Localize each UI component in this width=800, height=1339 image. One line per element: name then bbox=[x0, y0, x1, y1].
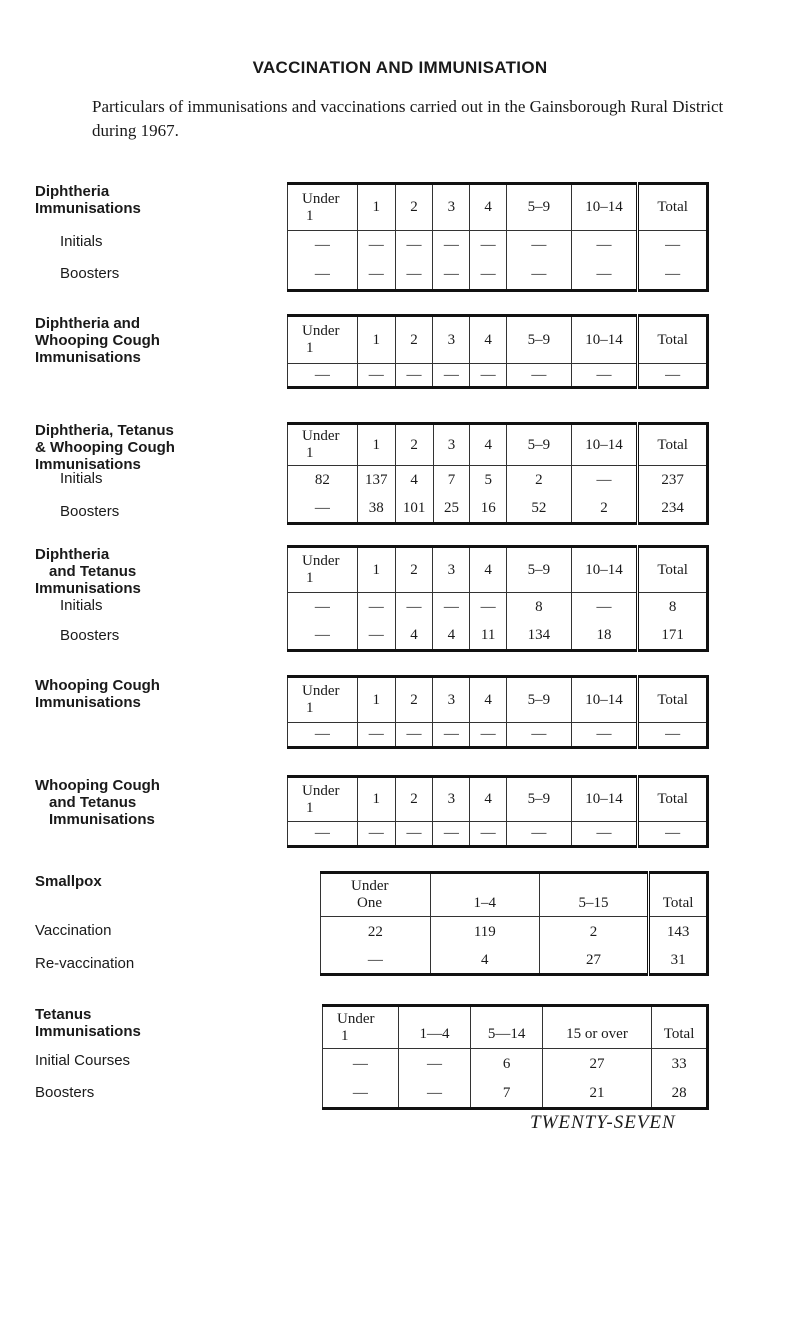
cell: — bbox=[398, 1081, 471, 1109]
intro-paragraph: Particulars of immunisations and vaccinations carried out in the Gainsborough Rural District during 1967. bbox=[92, 97, 724, 140]
cell-total: 31 bbox=[649, 949, 708, 975]
header-age: 10–14 bbox=[571, 777, 638, 822]
cell: — bbox=[571, 822, 638, 847]
whooping-table bbox=[287, 675, 709, 749]
cell: 22 bbox=[321, 917, 431, 949]
section-label-diphtheria-whooping: Diphtheria and Whooping Cough Immunisations bbox=[35, 315, 160, 366]
row-label-initial-courses: Initial Courses bbox=[35, 1052, 131, 1069]
row-label-boosters: Boosters bbox=[60, 265, 120, 282]
cell: — bbox=[395, 231, 433, 261]
header-total: Total bbox=[638, 547, 708, 593]
cell: — bbox=[507, 261, 572, 291]
header-total: Total bbox=[652, 1006, 708, 1049]
cell-total: — bbox=[638, 261, 708, 291]
cell: — bbox=[507, 822, 572, 847]
cell-total: — bbox=[638, 822, 708, 847]
cell: — bbox=[357, 261, 395, 291]
cell: — bbox=[433, 593, 470, 623]
cell: 4 bbox=[395, 623, 433, 651]
header-under-one: Under One bbox=[321, 873, 431, 917]
cell: — bbox=[321, 949, 431, 975]
cell: 8 bbox=[507, 593, 572, 623]
cell: — bbox=[470, 261, 507, 291]
cell-total: 33 bbox=[652, 1049, 708, 1081]
row-label-boosters: Boosters bbox=[35, 1084, 95, 1101]
cell: 137 bbox=[357, 466, 395, 496]
cell: — bbox=[571, 466, 638, 496]
cell-total: 8 bbox=[638, 593, 708, 623]
section-label-tetanus: Tetanus Immunisations bbox=[35, 1006, 141, 1040]
header-age: 1 bbox=[357, 777, 395, 822]
header-age: 10–14 bbox=[571, 424, 638, 466]
header-age: 15 or over bbox=[542, 1006, 651, 1049]
cell: — bbox=[433, 364, 470, 388]
row-label-initials: Initials bbox=[60, 233, 103, 250]
cell: 38 bbox=[357, 496, 395, 524]
header-age: 1—4 bbox=[398, 1006, 471, 1049]
header-age: 1 bbox=[357, 184, 395, 231]
cell: 5 bbox=[470, 466, 507, 496]
header-total: Total bbox=[638, 184, 708, 231]
section-label-whooping-tetanus: Whooping Cough and Tetanus Immunisations bbox=[35, 777, 160, 828]
header-age: 1 bbox=[357, 547, 395, 593]
cell: — bbox=[288, 723, 358, 748]
cell: — bbox=[357, 822, 395, 847]
page-title: VACCINATION AND IMMUNISATION bbox=[252, 58, 548, 77]
header-age: 3 bbox=[433, 677, 470, 723]
header-age: 3 bbox=[433, 547, 470, 593]
cell: — bbox=[288, 593, 358, 623]
cell: 27 bbox=[542, 1049, 651, 1081]
cell: — bbox=[395, 261, 433, 291]
cell: — bbox=[288, 496, 358, 524]
header-total: Total bbox=[638, 424, 708, 466]
cell: — bbox=[395, 364, 433, 388]
cell: 21 bbox=[542, 1081, 651, 1109]
header-age: 3 bbox=[433, 777, 470, 822]
header-total: Total bbox=[638, 677, 708, 723]
header-age: 5–9 bbox=[507, 424, 572, 466]
cell: 11 bbox=[470, 623, 507, 651]
diphtheria-tetanus-table bbox=[287, 545, 709, 652]
smallpox-table bbox=[320, 871, 709, 976]
cell: — bbox=[357, 231, 395, 261]
cell: — bbox=[288, 231, 358, 261]
cell: 7 bbox=[471, 1081, 543, 1109]
cell: — bbox=[571, 723, 638, 748]
header-age: 5–9 bbox=[507, 677, 572, 723]
cell: — bbox=[507, 723, 572, 748]
cell: 2 bbox=[571, 496, 638, 524]
cell: 4 bbox=[433, 623, 470, 651]
section-label-diphtheria-tetanus: Diphtheria and Tetanus Immunisations bbox=[35, 546, 141, 597]
header-age: 5–9 bbox=[507, 316, 572, 364]
header-age: 1 bbox=[357, 677, 395, 723]
header-under-1: Under 1 bbox=[288, 547, 358, 593]
header-age: 4 bbox=[470, 547, 507, 593]
cell: 2 bbox=[539, 917, 648, 949]
cell-total: 28 bbox=[652, 1081, 708, 1109]
cell: — bbox=[433, 723, 470, 748]
row-label-vaccination: Vaccination bbox=[35, 922, 112, 939]
section-label-smallpox: Smallpox bbox=[35, 873, 102, 890]
cell: 4 bbox=[395, 466, 433, 496]
cell: 2 bbox=[507, 466, 572, 496]
dtw-table bbox=[287, 422, 709, 525]
cell: — bbox=[395, 822, 433, 847]
cell: — bbox=[398, 1049, 471, 1081]
cell-total: — bbox=[638, 364, 708, 388]
page-number: TWENTY-SEVEN bbox=[530, 1112, 676, 1133]
header-age: 1–4 bbox=[430, 873, 539, 917]
header-under-1: Under 1 bbox=[288, 316, 358, 364]
cell-total: — bbox=[638, 723, 708, 748]
cell: — bbox=[433, 231, 470, 261]
header-under-1: Under 1 bbox=[288, 777, 358, 822]
cell: — bbox=[288, 261, 358, 291]
cell: — bbox=[470, 723, 507, 748]
header-age: 4 bbox=[470, 777, 507, 822]
cell: 6 bbox=[471, 1049, 543, 1081]
header-total: Total bbox=[649, 873, 708, 917]
header-total: Total bbox=[638, 316, 708, 364]
row-label-revaccination: Re-vaccination bbox=[35, 955, 135, 972]
cell-total: — bbox=[638, 231, 708, 261]
cell: — bbox=[507, 364, 572, 388]
cell: — bbox=[433, 822, 470, 847]
cell: 82 bbox=[288, 466, 358, 496]
cell: — bbox=[470, 822, 507, 847]
header-age: 1 bbox=[357, 316, 395, 364]
cell: — bbox=[288, 623, 358, 651]
cell-total: 234 bbox=[638, 496, 708, 524]
header-age: 10–14 bbox=[571, 677, 638, 723]
cell: 101 bbox=[395, 496, 433, 524]
section-label-whooping: Whooping Cough Immunisations bbox=[35, 677, 160, 711]
cell: — bbox=[357, 364, 395, 388]
cell-total: 237 bbox=[638, 466, 708, 496]
cell: — bbox=[323, 1049, 399, 1081]
header-age: 2 bbox=[395, 424, 433, 466]
tetanus-table bbox=[322, 1004, 709, 1110]
cell: — bbox=[571, 261, 638, 291]
header-age: 10–14 bbox=[571, 184, 638, 231]
header-age: 2 bbox=[395, 184, 433, 231]
cell: — bbox=[571, 593, 638, 623]
cell: — bbox=[395, 593, 433, 623]
header-under-1: Under 1 bbox=[323, 1006, 399, 1049]
header-age: 3 bbox=[433, 184, 470, 231]
cell: — bbox=[395, 723, 433, 748]
header-under-1: Under 1 bbox=[288, 424, 358, 466]
header-age: 10–14 bbox=[571, 316, 638, 364]
cell: — bbox=[433, 261, 470, 291]
cell: — bbox=[357, 723, 395, 748]
cell: 25 bbox=[433, 496, 470, 524]
header-age: 5–9 bbox=[507, 547, 572, 593]
cell: — bbox=[357, 623, 395, 651]
header-under-1: Under 1 bbox=[288, 677, 358, 723]
header-age: 4 bbox=[470, 184, 507, 231]
cell: 4 bbox=[430, 949, 539, 975]
cell: 27 bbox=[539, 949, 648, 975]
cell: 134 bbox=[507, 623, 572, 651]
header-age: 5–9 bbox=[507, 777, 572, 822]
row-label-initials: Initials bbox=[60, 597, 103, 614]
row-label-boosters: Boosters bbox=[60, 503, 120, 520]
header-age: 10–14 bbox=[571, 547, 638, 593]
section-label-diphtheria: Diphtheria Immunisations bbox=[35, 183, 141, 217]
cell: — bbox=[357, 593, 395, 623]
cell: — bbox=[470, 364, 507, 388]
cell: — bbox=[571, 231, 638, 261]
cell-total: 171 bbox=[638, 623, 708, 651]
header-age: 4 bbox=[470, 677, 507, 723]
whooping-tetanus-table bbox=[287, 775, 709, 848]
cell: 52 bbox=[507, 496, 572, 524]
cell: 7 bbox=[433, 466, 470, 496]
cell: — bbox=[288, 364, 358, 388]
cell: 16 bbox=[470, 496, 507, 524]
diphtheria-table bbox=[287, 182, 709, 292]
diphtheria-whooping-table bbox=[287, 314, 709, 389]
header-under-1: Under 1 bbox=[288, 184, 358, 231]
row-label-boosters: Boosters bbox=[60, 627, 120, 644]
cell: — bbox=[507, 231, 572, 261]
header-age: 2 bbox=[395, 316, 433, 364]
cell: — bbox=[571, 364, 638, 388]
header-age: 2 bbox=[395, 677, 433, 723]
header-age: 5–15 bbox=[539, 873, 648, 917]
cell-total: 143 bbox=[649, 917, 708, 949]
section-label-dtw: Diphtheria, Tetanus & Whooping Cough Immunisations bbox=[35, 422, 175, 473]
header-age: 3 bbox=[433, 316, 470, 364]
header-total: Total bbox=[638, 777, 708, 822]
header-age: 5—14 bbox=[471, 1006, 543, 1049]
cell: 119 bbox=[430, 917, 539, 949]
header-age: 1 bbox=[357, 424, 395, 466]
cell: — bbox=[470, 231, 507, 261]
header-age: 2 bbox=[395, 777, 433, 822]
cell: — bbox=[288, 822, 358, 847]
header-age: 4 bbox=[470, 424, 507, 466]
row-label-initials: Initials bbox=[60, 470, 103, 487]
cell: — bbox=[323, 1081, 399, 1109]
cell: 18 bbox=[571, 623, 638, 651]
header-age: 2 bbox=[395, 547, 433, 593]
header-age: 4 bbox=[470, 316, 507, 364]
cell: — bbox=[470, 593, 507, 623]
header-age: 5–9 bbox=[507, 184, 572, 231]
header-age: 3 bbox=[433, 424, 470, 466]
